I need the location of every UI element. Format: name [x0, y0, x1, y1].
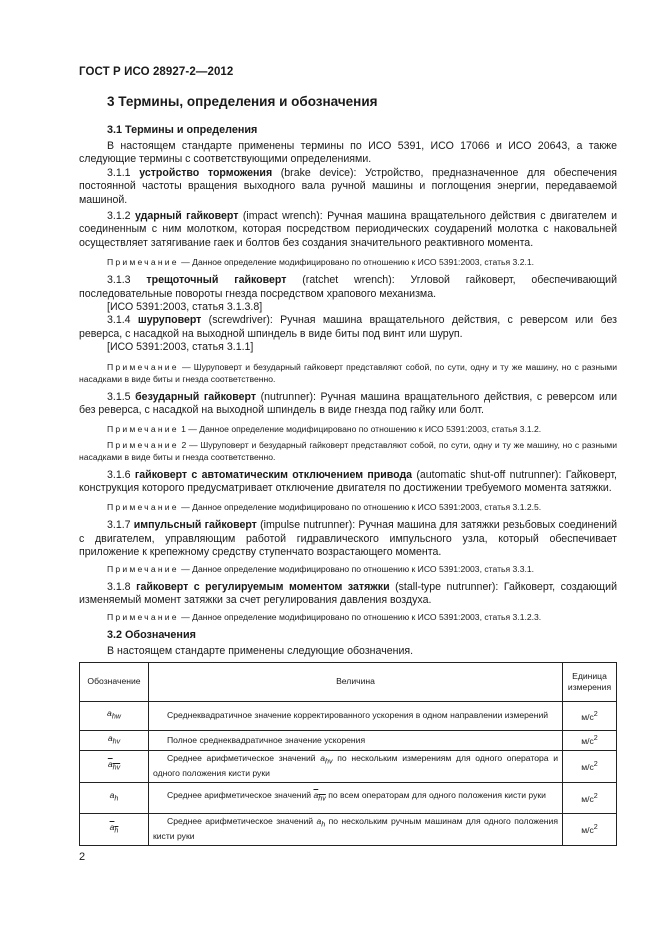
- table-row: [80, 751, 617, 783]
- note-3-1-6: Примечание — Данное определение модифицировано по отношению к ИСО 5391:2003, статья 3.1.2.5.: [107, 502, 542, 513]
- quantity-cell: Среднеквадратичное значение корректированного ускорения в одном направлении измерений: [149, 702, 563, 731]
- term-3-1-6: 3.1.6 гайковерт с автоматическим отключением привода (automatic shut-off nutrunner): Гайковерт, конструкция которого предусматривает отключение двигателя по достижении требуемого момента затяжки.: [79, 468, 617, 494]
- unit-cell: $м/с^2$: [563, 702, 617, 731]
- terms-block: [79, 140, 617, 623]
- term-3-1-5: 3.1.5 безударный гайковерт (nutrunner): Ручная машина вращательного действия, с реверсом или без реверса, с насадкой на выходной шпиндель в виде гнезда под гайку или болт.: [79, 390, 617, 417]
- header-cell-quantity: Величина: [149, 663, 563, 702]
- symbol-cell: $a_{hw}$: [80, 702, 149, 731]
- table-row: [80, 813, 617, 845]
- note-3-1-4: Примечание — Шуруповерт и безударный гайковерт представляют собой, по сути, одну и ту же машину, но с разными насадками в виде биты и гнезда соответственно.: [79, 361, 617, 384]
- page-number: 2: [79, 851, 86, 863]
- term-3-1-8: 3.1.8 гайковерт с регулируемым моментом затяжки (stall-type nutrunner): Гайковерт, создающий изменяемый момент затяжки за счет регулирования давления воздуха.: [79, 580, 617, 606]
- term-name: шуруповерт: [137, 314, 202, 327]
- quantity-cell: Полное среднеквадратичное значение ускорения: [149, 731, 563, 751]
- term-name: гайковерт с автоматическим отключением привода: [134, 468, 413, 481]
- term-name: импульсный гайковерт: [133, 519, 257, 532]
- document-header: ГОСТ Р ИСО 28927-2—2012: [79, 66, 234, 78]
- table-row: [80, 731, 617, 751]
- term-3-1-2: 3.1.2 ударный гайковерт (impact wrench): Ручная машина вращательного действия с двигателем и соединенным с ним молотком, которая посредством периодических соударений молотка с наковальней осуществляет затягивание гаек и болтов без создания значительного реактивного момента.: [79, 210, 617, 249]
- table-row: [80, 702, 617, 731]
- quantity-cell: Среднее арифметическое значений $a_{hv}$ по всем операторам для одного положения кисти руки: [149, 782, 563, 813]
- note-3-1-8: Примечание — Данное определение модифицировано по отношению к ИСО 5391:2003, статья 3.1.2.3.: [107, 612, 542, 623]
- intro-paragraph: В настоящем стандарте применены термины по ИСО 5391, ИСО 17066 и ИСО 20643, а также следующие термины с соответствующими определениями.: [79, 140, 617, 166]
- symbol-cell: $a_{hv}$: [80, 751, 149, 783]
- note-3-1-5-2: Примечание 2 — Шуруповерт и безударный гайковерт представляют собой, по сути, одну и ту же машину, но с разными насадками в виде биты и гнезда соответственно.: [79, 439, 617, 462]
- term-3-1-3: 3.1.3 трещоточный гайковерт (ratchet wrench): Угловой гайковерт, обеспечивающий последовательные повороты гнезда посредством храпового механизма.: [79, 274, 617, 300]
- note-3-1-7: Примечание — Данное определение модифицировано по отношению к ИСО 5391:2003, статья 3.3.1.: [107, 563, 535, 574]
- term-3-1-7: 3.1.7 импульсный гайковерт (impulse nutrunner): Ручная машина для затяжки резьбовых соединений с двигателем, управляющим работой гидравлического импульсного узла, который обеспечивает приложение к крепежному средству ступенчато возрастающего момента.: [79, 519, 617, 559]
- quantity-cell: Среднее арифметическое значений $a_h$ по нескольким ручным машинам для одного положения кисти руки: [149, 813, 563, 845]
- note-3-1-2: Примечание — Данное определение модифицировано по отношению к ИСО 5391:2003, статья 3.2.1.: [107, 257, 535, 268]
- term-name: ударный гайковерт: [135, 210, 239, 223]
- term-3-1-4: 3.1.4 шуруповерт (screwdriver): Ручная машина вращательного действия, с реверсом или без реверса, с насадкой на выходной шпиндель в виде биты под винт или шуруп.: [79, 314, 617, 340]
- term-name: гайковерт с регулируемым моментом затяжки: [136, 580, 390, 593]
- symbols-table: [79, 662, 617, 846]
- term-name: устройство торможения: [139, 166, 273, 179]
- subsection-title-3-1: 3.1 Термины и определения: [107, 124, 258, 136]
- header-cell-symbol: Обозначение: [80, 663, 149, 702]
- header-cell-unit: Единица измерения: [563, 663, 617, 702]
- note-3-1-5-1: Примечание 1 — Данное определение модифицировано по отношению к ИСО 5391:2003, статья 3.1.2.: [107, 423, 542, 434]
- symbol-cell: $a_h$: [80, 782, 149, 813]
- subsection-title-3-2: 3.2 Обозначения: [107, 629, 196, 641]
- table-row: [80, 782, 617, 813]
- table-header-row: [80, 663, 617, 702]
- unit-cell: $м/с^2$: [563, 782, 617, 813]
- term-name: безударный гайковерт: [135, 390, 257, 403]
- ref-3-1-3: [ИСО 5391:2003, статья 3.1.3.8]: [107, 301, 263, 314]
- term-3-1-1: 3.1.1 устройство торможения (brake device): Устройство, предназначенное для обеспечения постоянной частоты вращения выходного вала ручной машины и поглощения энергии, передаваемой машиной.: [79, 166, 618, 206]
- section-title: 3 Термины, определения и обозначения: [107, 94, 378, 109]
- ref-3-1-4: [ИСО 5391:2003, статья 3.1.1]: [107, 341, 254, 354]
- term-name: трещоточный гайковерт: [146, 274, 287, 287]
- unit-cell: $м/с^2$: [563, 813, 617, 845]
- symbols-intro: В настоящем стандарте применены следующие обозначения.: [107, 645, 414, 657]
- unit-cell: $м/с^2$: [563, 731, 617, 751]
- symbol-cell: $a_h$: [80, 813, 149, 845]
- symbol-cell: $a_{hv}$: [80, 731, 149, 751]
- quantity-cell: Среднее арифметическое значений $a_{hv}$ по нескольким измерениям для одного оператора и одного положения кисти руки: [149, 751, 563, 783]
- unit-cell: $м/с^2$: [563, 751, 617, 783]
